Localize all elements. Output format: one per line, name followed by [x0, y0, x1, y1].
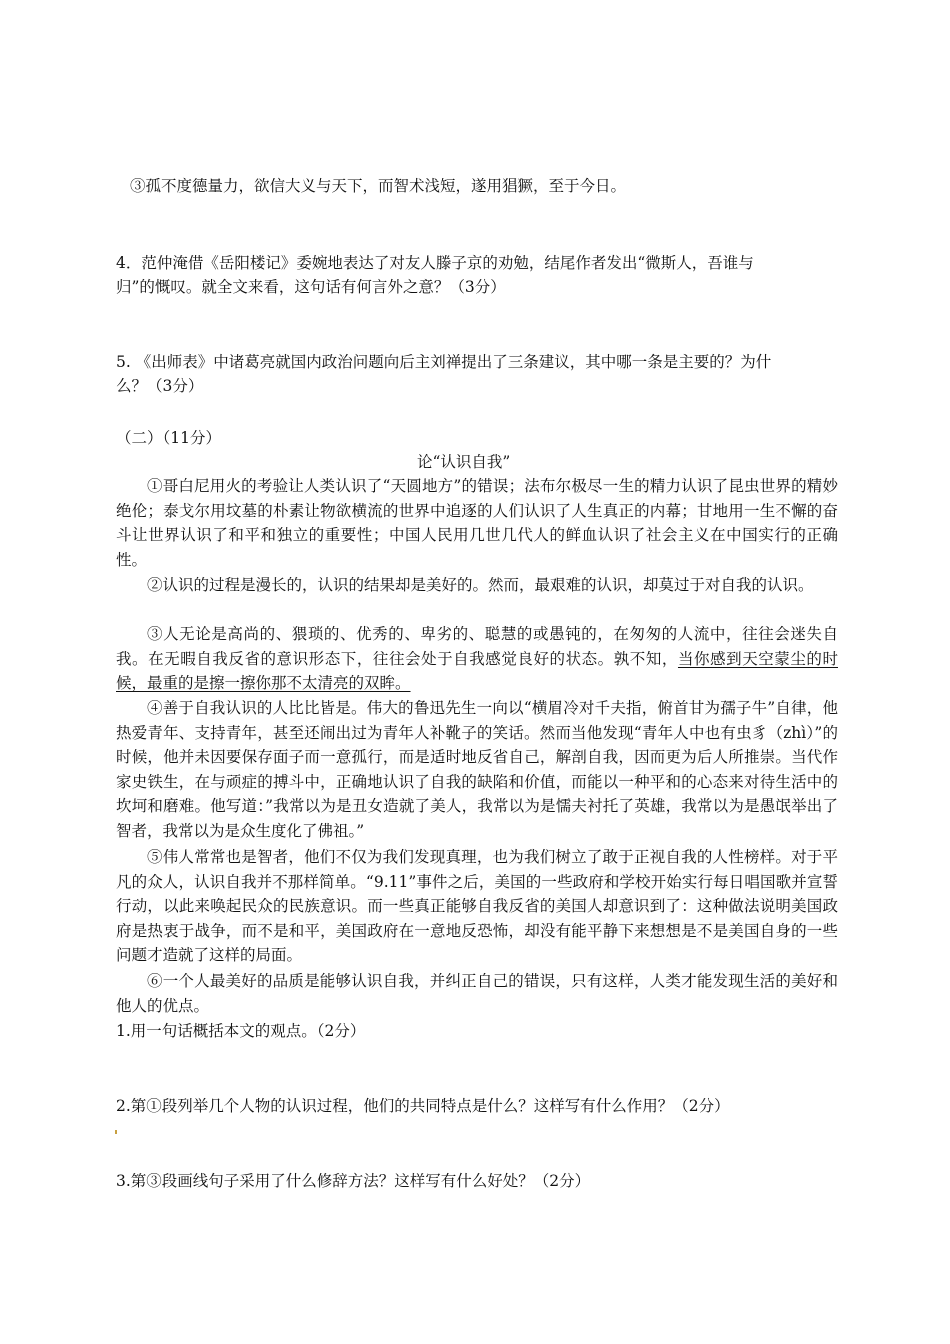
- paragraph-5: ⑤伟人常常也是智者，他们不仅为我们发现真理，也为我们树立了敢于正视自我的人性榜样。对于平凡的众人，认识自我并不那样简单。“9.11”事件之后，美国的一些政府和学校开始实行每日唱国歌并宣誓行动，以此来唤起民众的民族意识。而一些真正能够自我反省的美国人却意识到了：这种做法说明美国政府是热衷于战争，而不是和平，美国政府在一意地反恐怖，却没有能平静下来想想是不是美国自身的一些问题才造就了这样的局面。: [116, 848, 838, 965]
- paragraph-1: ①哥白尼用火的考验让人类认识了“天圆地方”的错误；法布尔极尽一生的精力认识了昆虫世界的精妙绝伦；泰戈尔用坟墓的朴素让物欲横流的世界中追逐的人们认识了人生真正的内幕；甘地用一生不懈的奋斗让世界认识了和平和独立的重要性；中国人民用几世几代人的鲜血认识了社会主义在中国实行的正确性。: [116, 477, 838, 569]
- paragraph-6: ⑥一个人最美好的品质是能够认识自我，并纠正自己的错误，只有这样，人类才能发现生活的美好和他人的优点。: [116, 972, 838, 1015]
- question-4-line-2: 归”的慨叹。就全文来看，这句话有何言外之意？（3分）: [116, 278, 506, 296]
- speck-mark: [115, 1130, 117, 1134]
- section-header: （二）（11分）: [116, 429, 221, 447]
- paragraph-4: ④善于自我认识的人比比皆是。伟大的鲁迅先生一向以“横眉冷对千夫指，俯首甘为孺子牛”自律，他热爱青年、支持青年，甚至还闹出过为青年人补靴子的笑话。然而当他发现“青年人中也有虫豸（zhì）”的时候，他并未因要保存面子而一意孤行，而是适时地反省自己，解剖自我，因而更为后人所推崇。当代作家史铁生，在与顽症的搏斗中，正确地认识了自我的缺陷和价值，而能以一种平和的心态来对待生活中的坎坷和磨难。他写道：”我常以为是丑女造就了美人，我常以为是懦夫衬托了英雄，我常以为是愚氓举出了智者，我常以为是众生度化了佛祖。”: [116, 699, 838, 840]
- paragraph-3-text: ③人无论是高尚的、猥琐的、优秀的、卑劣的、聪慧的或愚钝的，在匆匆的人流中，往往会迷失自我。在无暇自我反省的意识形态下，往往会处于自我感觉良好的状态。孰不知，: [116, 625, 838, 668]
- item-3: ③孤不度德量力，欲信大义与天下，而智术浅短，遂用猖獗，至于今日。: [130, 177, 627, 195]
- question-2: 2.第①段列举几个人物的认识过程，他们的共同特点是什么？这样写有什么作用？（2分）: [116, 1097, 730, 1115]
- question-5-line-2: 么？（3分）: [116, 377, 204, 395]
- question-1: 1.用一句话概括本文的观点。（2分）: [116, 1022, 366, 1040]
- paragraph-2: ②认识的过程是漫长的，认识的结果却是美好的。然而，最艰难的认识，却莫过于对自我的认识。: [147, 576, 814, 594]
- paragraph-3: [116, 622, 838, 696]
- question-4-line-1: 4．范仲淹借《岳阳楼记》委婉地表达了对友人滕子京的劝勉，结尾作者发出“微斯人，吾谁与: [116, 254, 754, 272]
- underlined-sentence: 当你感到天空蒙尘的时候，最重的是擦一擦你那不太清亮的双眸。: [116, 649, 838, 693]
- question-3: 3.第③段画线句子采用了什么修辞方法？这样写有什么好处？（2分）: [116, 1172, 591, 1190]
- question-5-line-1: 5. 《出师表》中诸葛亮就国内政治问题向后主刘禅提出了三条建议，其中哪一条是主要的？为什: [116, 353, 772, 371]
- article-title: 论“认识自我”: [417, 453, 511, 471]
